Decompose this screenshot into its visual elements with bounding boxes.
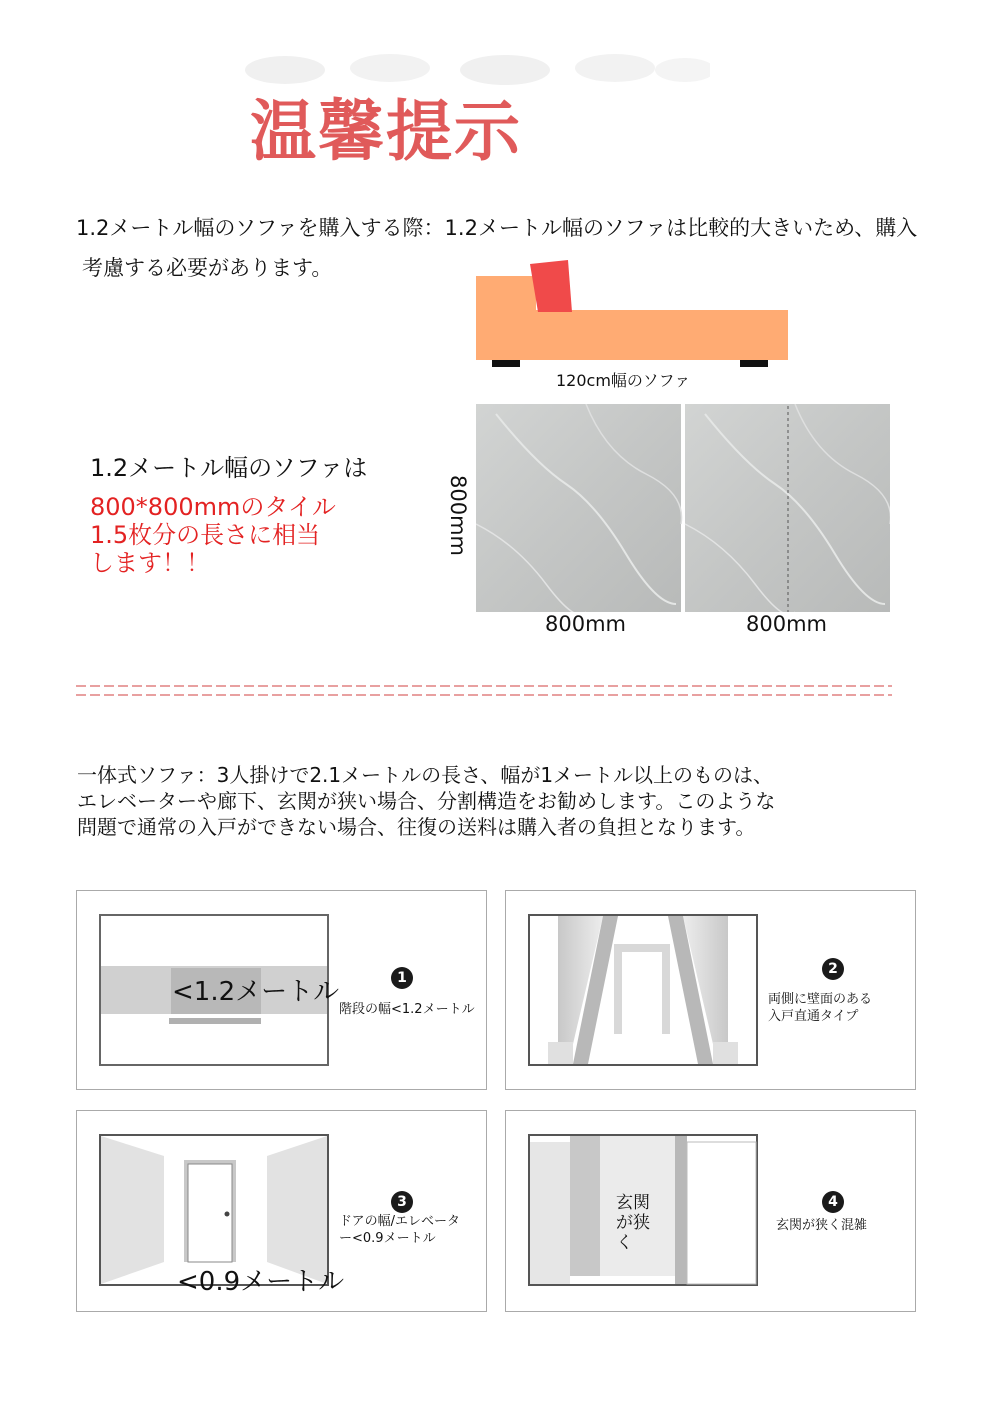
panel-caption-2: 両側に壁面のある 入戸直通タイプ bbox=[768, 992, 873, 1024]
section-divider bbox=[76, 682, 892, 700]
info-paragraph: 一体式ソファ：3人掛けで2.1メートルの長さ、幅が1メートル以上のものは、エレベーターや廊下、玄関が狭い場合、分割構造をお勧めします。このような問題で通常の入戸ができない場合、往復の送料は購入者の負担となります。 bbox=[77, 763, 776, 839]
panel-caption-1: 階段の幅<1.2メートル bbox=[339, 1002, 475, 1017]
intro-line-2: 考慮する必要があります。 bbox=[82, 256, 333, 280]
intro-line-1: 1.2メートル幅のソファを購入する際：1.2メートル幅のソファは比較的大きいため、購入 bbox=[76, 216, 918, 240]
note-highlight: 800*800mmのタイル 1.5枚分の長さに相当 します！！ bbox=[90, 493, 336, 577]
panel-stair-width bbox=[76, 890, 487, 1090]
tile-height-label: 800mm bbox=[446, 475, 470, 556]
panel-corridor bbox=[505, 890, 916, 1090]
sofa-width-label: 120cm幅のソファ bbox=[556, 371, 691, 390]
panel-number-4: 4 bbox=[822, 1191, 844, 1213]
panel-caption-4: 玄関が狭く混雑 bbox=[776, 1218, 868, 1233]
panel-caption-3: ドアの幅/エレベータ ー<0.9メートル bbox=[339, 1214, 460, 1246]
entrance-label: 玄関 が狭 く bbox=[616, 1193, 650, 1253]
panel-door-width bbox=[76, 1110, 487, 1312]
tile-illustration bbox=[476, 404, 890, 612]
stair-width-text: <1.2メートル bbox=[172, 977, 340, 1007]
note-line: 1.2メートル幅のソファは bbox=[90, 454, 368, 482]
corridor-figure bbox=[528, 914, 758, 1066]
panel-narrow-entrance bbox=[505, 1110, 916, 1312]
panel-number-2: 2 bbox=[822, 958, 844, 980]
page-title: 温馨提示 bbox=[250, 93, 522, 170]
panel-number-1: 1 bbox=[391, 967, 413, 989]
sofa-illustration bbox=[476, 258, 788, 370]
tile-width-label-1: 800mm bbox=[545, 612, 626, 636]
tile-width-label-2: 800mm bbox=[746, 612, 827, 636]
panel-number-3: 3 bbox=[391, 1191, 413, 1213]
door-width-text: <0.9メートル bbox=[177, 1267, 345, 1297]
